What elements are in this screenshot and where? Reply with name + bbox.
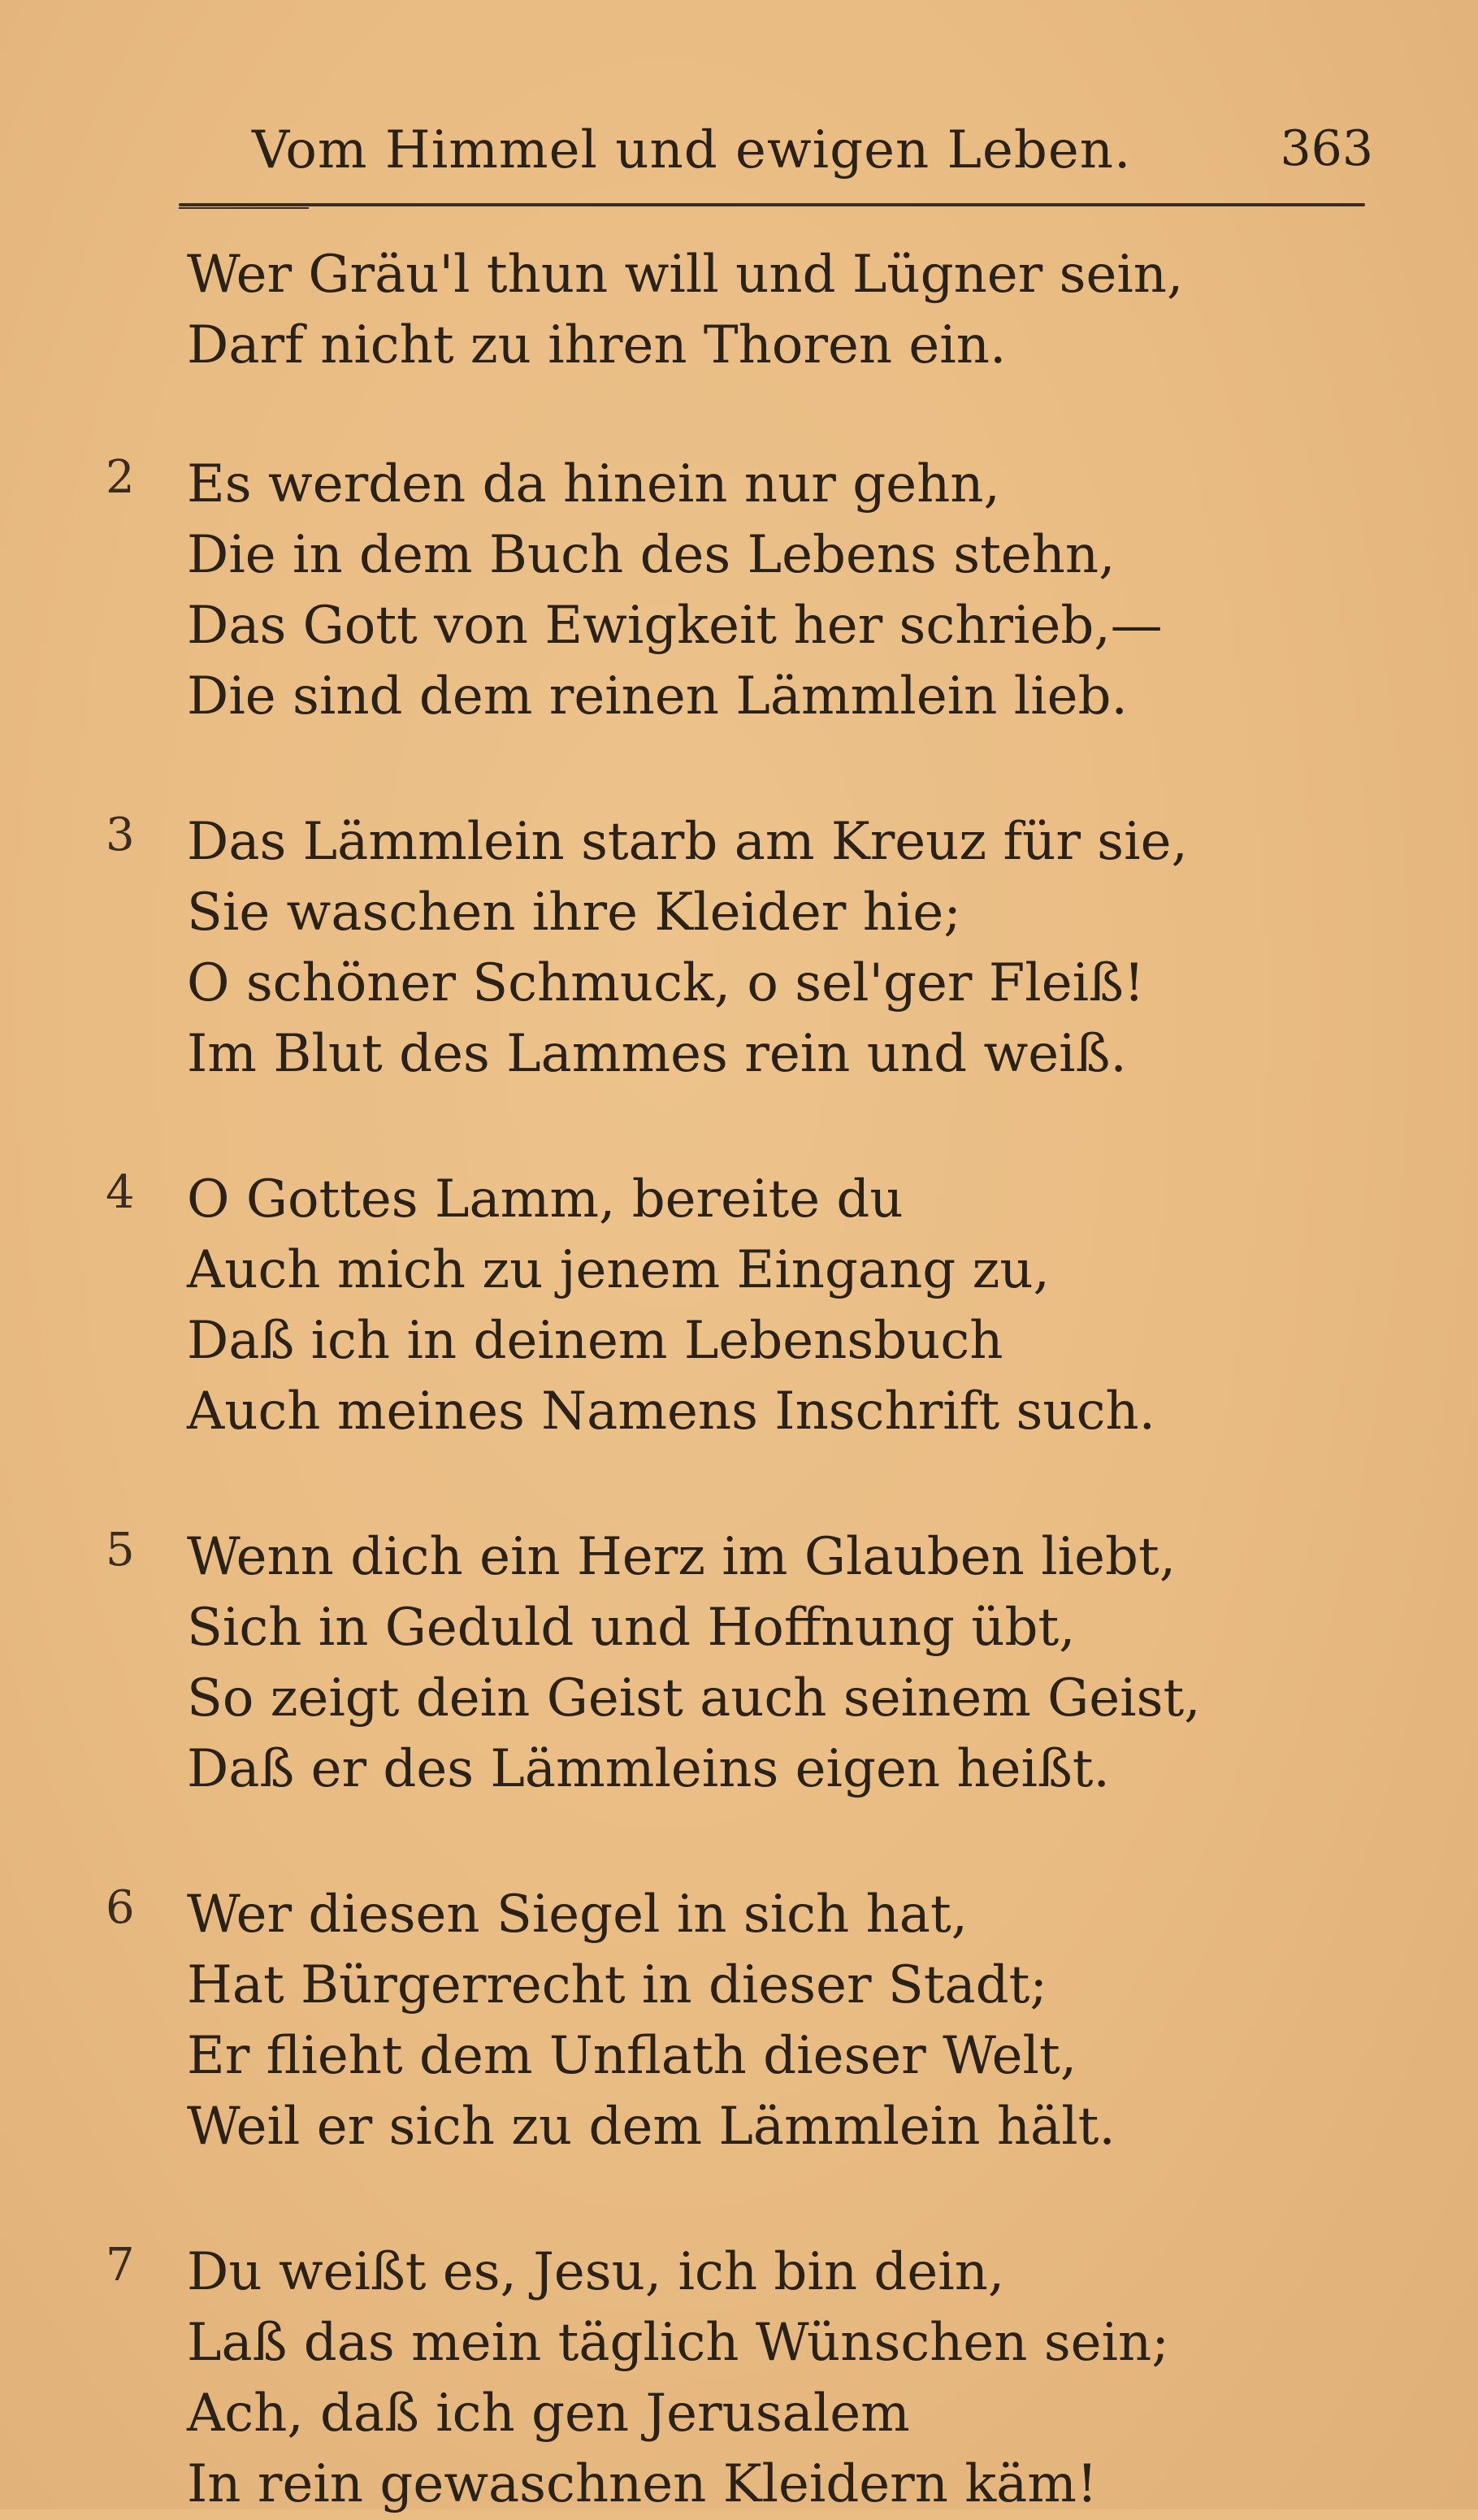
stanza-5	[106, 1522, 1373, 1805]
stanza-3	[106, 807, 1373, 1090]
verse-line: Daß ich in deinem Lebensbuch	[187, 1311, 1003, 1371]
verse-line: Die in dem Buch des Lebens stehn,	[187, 525, 1116, 585]
stanza-7	[106, 2237, 1373, 2520]
stanza-1-continuation	[106, 240, 1373, 381]
verse-line: Sie waschen ihre Kleider hie;	[187, 883, 961, 943]
stanza-number: 6	[106, 1881, 135, 1934]
header-rule	[179, 203, 1365, 206]
verse-line: Darf nicht zu ihren Thoren ein.	[187, 315, 1007, 375]
verse-line: Daß er des Lämmleins eigen heißt.	[187, 1739, 1110, 1799]
verse-line: Die sind dem reinen Lämmlein lieb.	[187, 666, 1128, 727]
stanza-2	[106, 449, 1373, 732]
verse-line: So zeigt dein Geist auch seinem Geist,	[187, 1668, 1201, 1728]
verse-line: Laß das mein täglich Wünschen sein;	[187, 2313, 1169, 2373]
verse-line: Das Gott von Ewigkeit her schrieb,—	[187, 596, 1163, 656]
verse-line: O Gottes Lamm, bereite du	[187, 1169, 904, 1230]
stanza-number: 4	[106, 1166, 135, 1219]
verse-line: Hat Bürgerrecht in dieser Stadt;	[187, 1955, 1047, 2015]
verse-line: Er flieht dem Unflath dieser Welt,	[187, 2026, 1077, 2086]
verse-line: Es werden da hinein nur gehn,	[187, 454, 1000, 514]
verse-line: Du weißt es, Jesu, ich bin dein,	[187, 2242, 1005, 2302]
verse-line: Wer diesen Siegel in sich hat,	[187, 1885, 968, 1945]
stanza-4	[106, 1165, 1373, 1447]
verse-line: Wer Gräu'l thun will und Lügner sein,	[187, 245, 1184, 305]
hymn-text	[106, 240, 1373, 2520]
verse-line: Auch meines Namens Inschrift such.	[187, 1381, 1155, 1442]
running-title: Vom Himmel und ewigen Leben.	[252, 120, 1132, 180]
header-rule-accent	[179, 207, 309, 209]
verse-line: Das Lämmlein starb am Kreuz für sie,	[187, 812, 1188, 872]
verse-line: Im Blut des Lammes rein und weiß.	[187, 1024, 1127, 1084]
stanza-number: 7	[106, 2239, 135, 2292]
verse-line: In rein gewaschnen Kleidern käm!	[187, 2454, 1098, 2514]
verse-line: O schöner Schmuck, o sel'ger Fleiß!	[187, 953, 1145, 1013]
verse-line: Auch mich zu jenem Eingang zu,	[187, 1240, 1050, 1300]
stanza-number: 2	[106, 451, 135, 504]
verse-line: Sich in Geduld und Hoffnung übt,	[187, 1598, 1076, 1658]
stanza-number: 3	[106, 809, 135, 861]
page-number: 363	[1280, 120, 1373, 177]
stanza-number: 5	[106, 1524, 135, 1577]
verse-line: Wenn dich ein Herz im Glauben liebt,	[187, 1527, 1177, 1587]
page-header	[252, 120, 1373, 193]
verse-line: Ach, daß ich gen Jerusalem	[187, 2383, 910, 2444]
verse-line: Weil er sich zu dem Lämmlein hält.	[187, 2097, 1116, 2157]
stanza-6	[106, 1880, 1373, 2162]
